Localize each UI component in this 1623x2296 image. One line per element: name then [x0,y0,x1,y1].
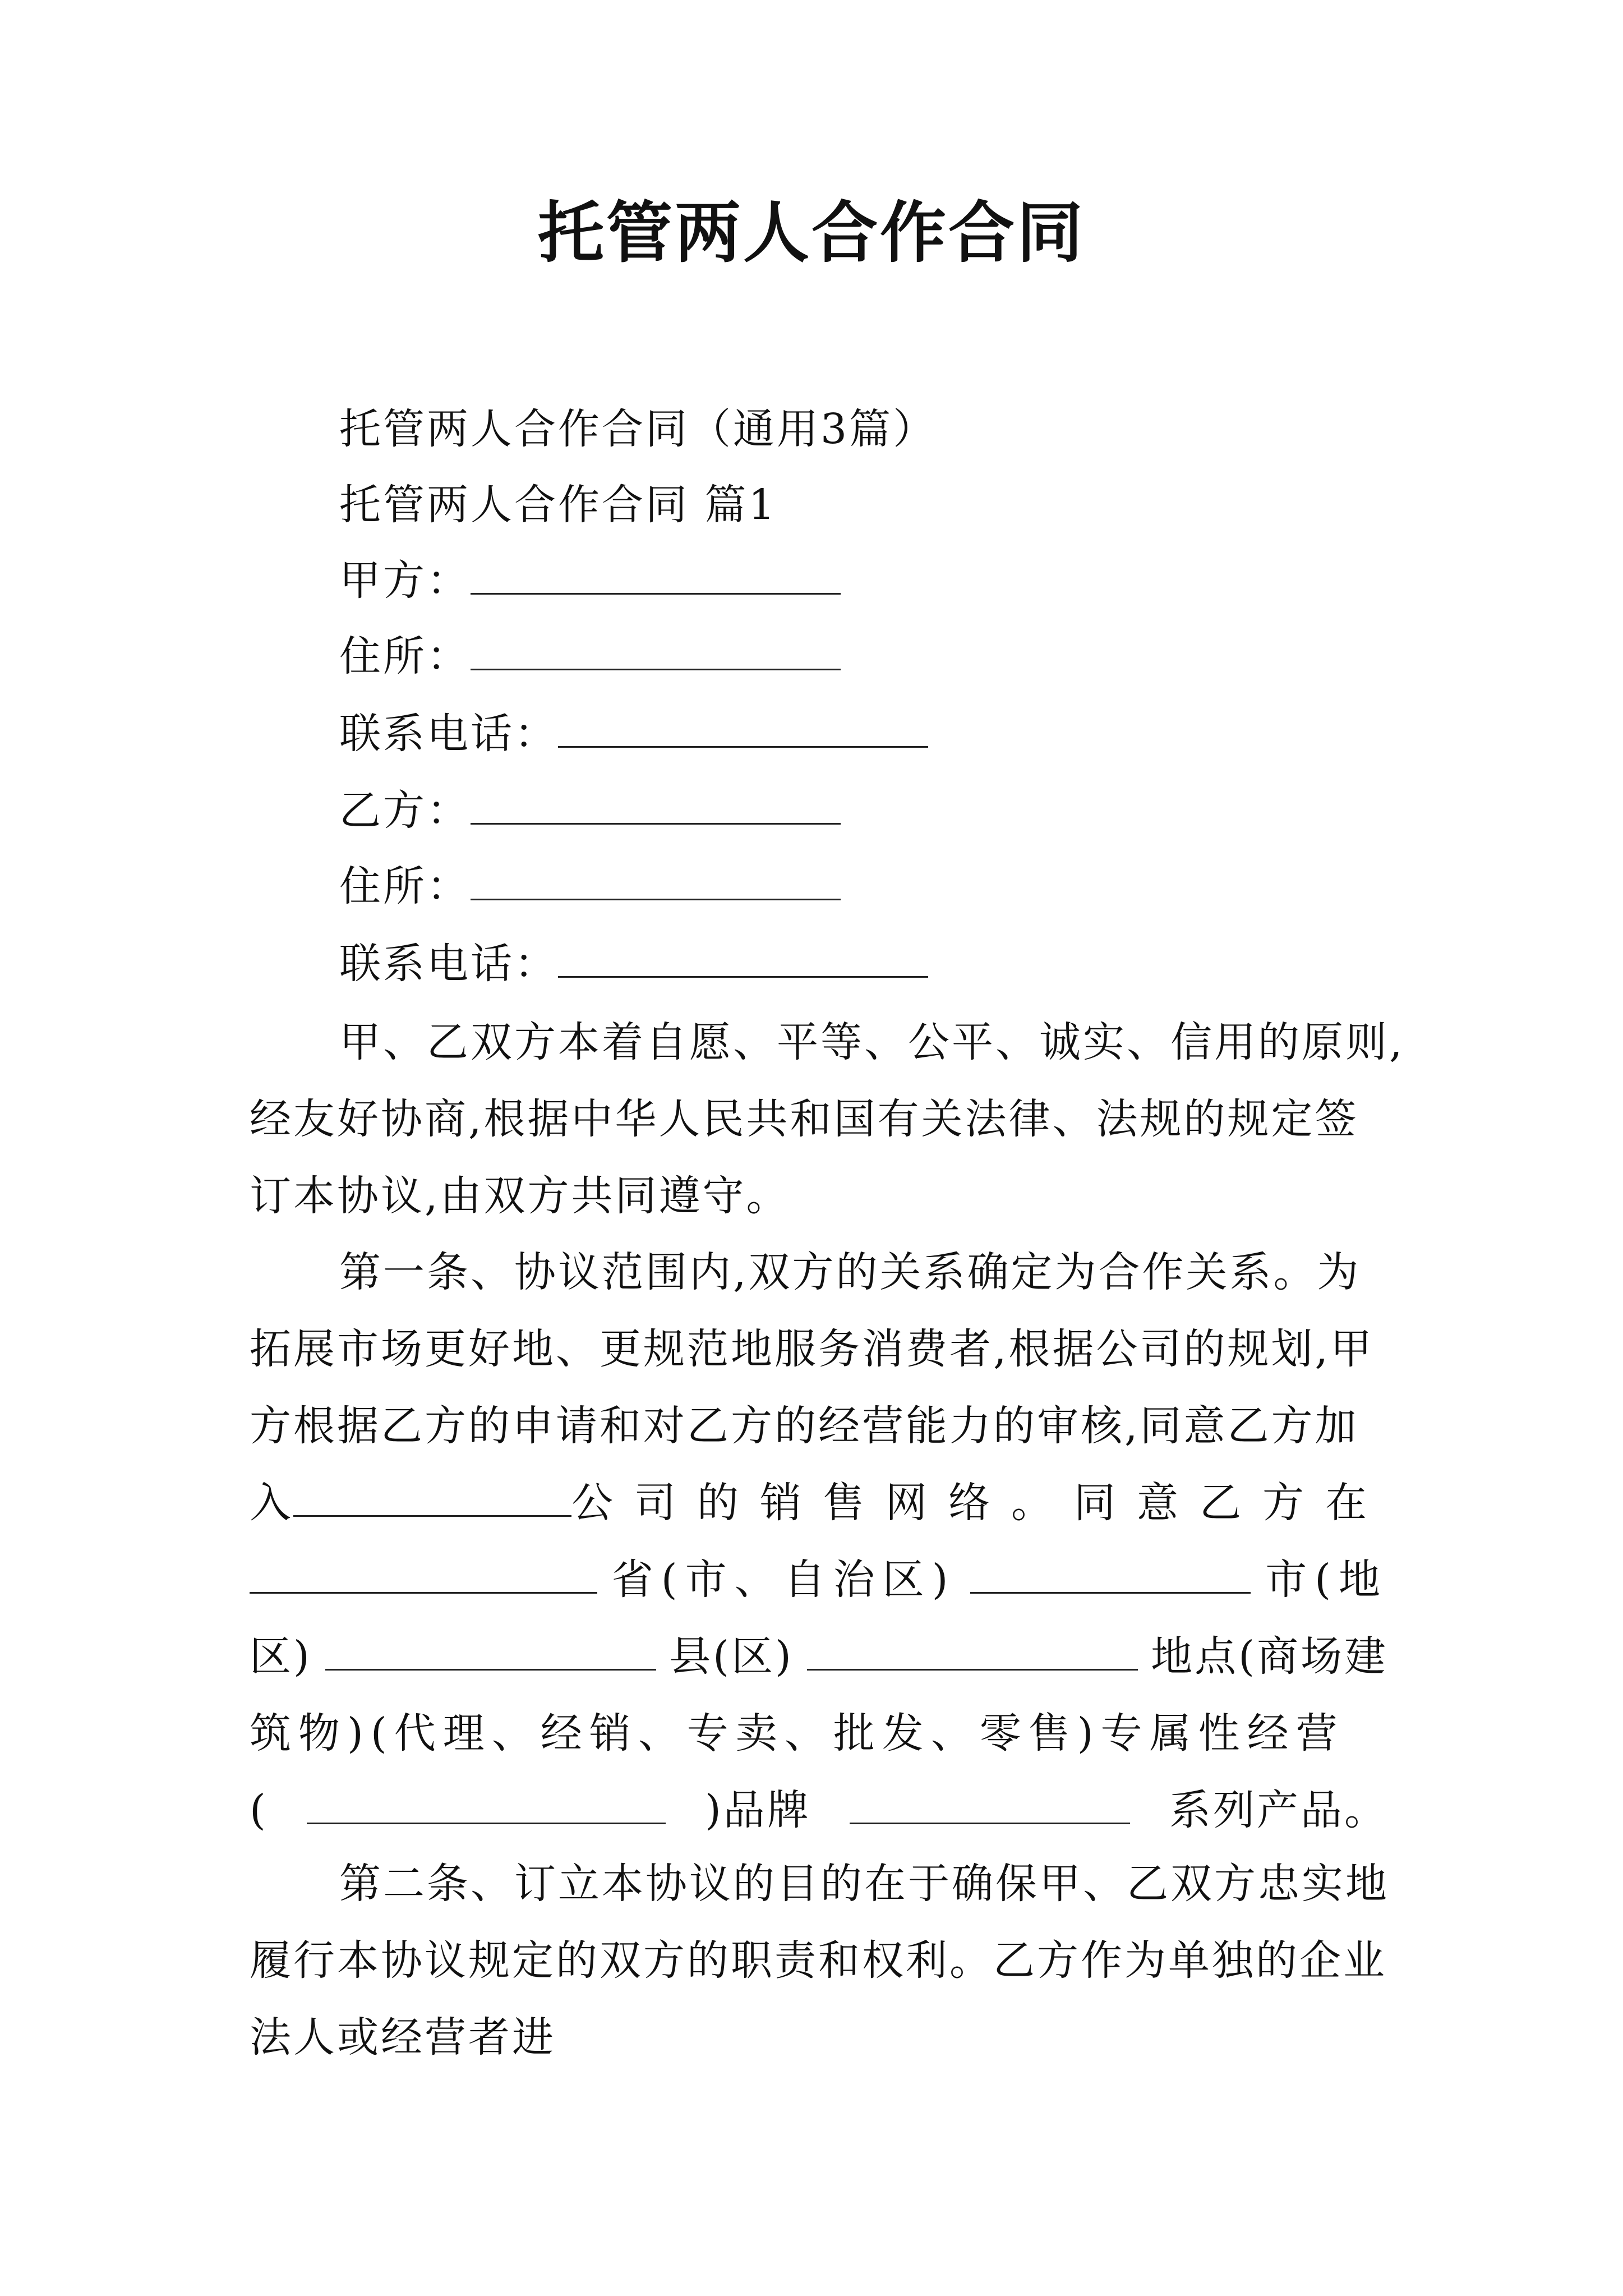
text-fragment: 县(区) [669,1632,794,1681]
paragraph-line-brand-blank [250,1772,1388,1849]
paragraph-line: 第一条、协议范围内,双方的关系确定为合作关系。为 [339,1248,1361,1296]
text-fragment: 市(地 [1265,1556,1388,1604]
phone-a-label: 联系电话： [339,710,558,758]
address-a-blank [471,635,841,670]
document-title: 托管两人合作合同 [537,194,1085,272]
text-fragment: ( [250,1786,268,1834]
series-blank [850,1788,1130,1824]
county-blank [807,1634,1138,1671]
paragraph-line-county-blank [250,1618,1388,1695]
phone-b-label: 联系电话： [339,940,558,988]
paragraph-line: 筑物)(代理、经销、专卖、批发、零售)专属性经营 [250,1709,1345,1757]
address-b-field [339,858,841,914]
paragraph-line: 拓展市场更好地、更规范地服务消费者,根据公司的规划,甲 [250,1325,1375,1373]
paragraph-preamble [250,1004,1405,1235]
phone-a-field [339,706,928,762]
city-blank [970,1557,1251,1594]
party-a-blank [471,559,841,595]
paragraph-article-1 [250,1234,1388,1849]
party-a-field [339,553,841,609]
address-a-label: 住所： [339,632,471,680]
paragraph-line-company-blank [250,1465,1388,1542]
text-fragment: 省(市、自治区) [611,1556,956,1604]
district-blank [325,1634,656,1671]
paragraph-line: 法人或经营者进 [250,2013,556,2062]
phone-b-blank [558,942,928,978]
text-fragment: 地点(商场建 [1151,1632,1388,1681]
company-blank [293,1480,571,1517]
document-subtitle: 托管两人合作合同（通用3篇） [339,405,937,453]
section-heading: 托管两人合作合同 篇1 [339,481,777,529]
party-a-label: 甲方： [339,556,471,605]
brand-blank [307,1788,666,1824]
party-b-label: 乙方： [339,786,471,835]
text-fragment: 区) [250,1632,312,1681]
paragraph-line: 订本协议,由双方共同遵守。 [250,1172,790,1220]
paragraph-line: 方根据乙方的申请和对乙方的经营能力的审核,同意乙方加 [250,1402,1359,1450]
party-b-field [339,783,841,839]
party-b-blank [471,789,841,825]
address-a-field [339,628,841,684]
paragraph-article-2 [250,1846,1388,2076]
text-fragment: 公司的销售网络。同意乙方在 [571,1479,1388,1527]
province-blank [250,1557,597,1594]
phone-a-blank [558,712,928,748]
address-b-label: 住所： [339,862,471,910]
address-b-blank [471,865,841,900]
text-fragment: )品牌 [705,1786,811,1834]
phone-b-field [339,936,928,992]
paragraph-line: 经友好协商,根据中华人民共和国有关法律、法规的规定签 [250,1095,1359,1143]
paragraph-line: 第二条、订立本协议的目的在于确保甲、乙双方忠实地 [339,1860,1389,1908]
text-fragment: 系列产品。 [1169,1786,1388,1834]
text-fragment: 入 [250,1479,293,1527]
paragraph-line: 履行本协议规定的双方的职责和权利。乙方作为单独的企业 [250,1936,1387,1985]
paragraph-line: 甲、乙双方本着自愿、平等、公平、诚实、信用的原则, [339,1018,1405,1066]
paragraph-line-province-blank [250,1542,1388,1618]
